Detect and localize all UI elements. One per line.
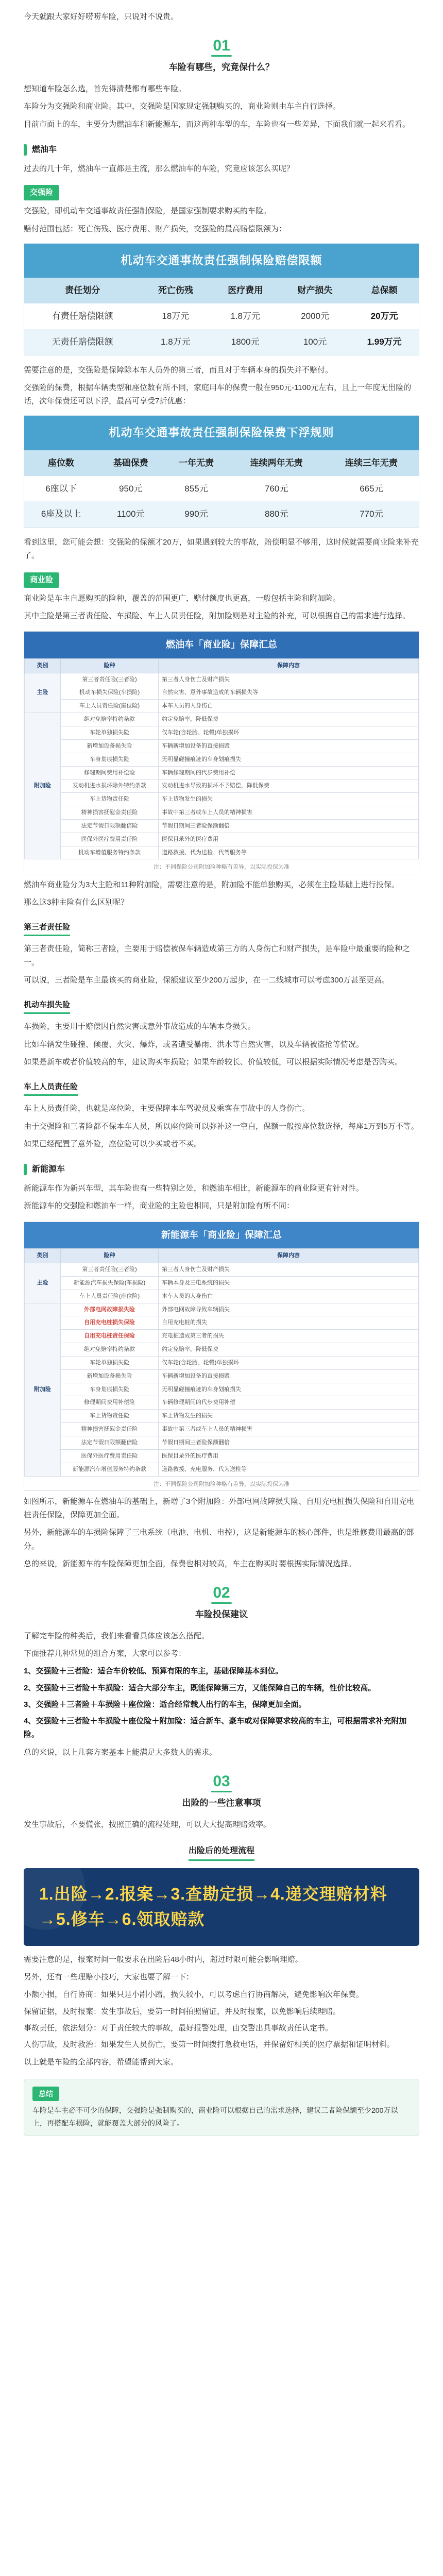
coverage-desc-cell: 外部电网故障导致车辆损失 xyxy=(159,1303,419,1316)
table-cell: 1.8万元 xyxy=(141,329,210,355)
paragraph: 需要注意的是，报案时间一般要求在出险后48小时内，超过时限可能会影响理赔。 xyxy=(24,1955,303,1964)
paragraph: 其中主险是第三者责任险、车损险、车上人员责任险，附加险则是对主险的补充，可以根据自己的需求进行选择。 xyxy=(24,612,411,620)
paragraph: 目前市面上的车，主要分为燃油车和新能源车，而这两种车型的车，车险也有一些差异，下面我们就一起来看看。 xyxy=(24,120,411,129)
premium-discount-table xyxy=(24,450,419,527)
table-row xyxy=(25,1303,419,1316)
paragraph: 看到这里，您可能会想：交强险的保额才20万，如果遇到较大的事故，赔偿明显不够用，这时候就需要商业险来补充了。 xyxy=(24,538,419,561)
subsection-fuel-header xyxy=(24,143,419,157)
section-title: 车险投保建议 xyxy=(195,1609,248,1619)
table-header: 总保额 xyxy=(350,278,419,303)
process-title xyxy=(24,1844,419,1861)
coverage-name-cell: 自用充电桩责任保险 xyxy=(61,1330,159,1343)
insurance-table xyxy=(24,1248,419,1476)
coverage-name-cell: 车身划痕损失险 xyxy=(61,1383,159,1396)
category-cell: 主险 xyxy=(25,673,61,713)
tag-label: 商业险 xyxy=(24,572,59,588)
subsection-bar xyxy=(24,144,27,156)
paragraph: 交强险，即机动车交通事故责任强制保险，是国家强制要求购买的车险。 xyxy=(24,207,271,216)
table-title: 新能源车「商业险」保障汇总 xyxy=(24,1222,419,1249)
paragraph: 需要注意的是，交强险是保障除本车人员外的第三者，而且对于车辆本身的损失并不赔付。 xyxy=(24,365,333,375)
coverage-name-cell: 修理期间费用补偿险 xyxy=(61,1396,159,1410)
paragraph: 如果是新车或者价值较高的车，建议购买车损险；如果车龄较长、价值较低，可以根据实际情况考虑是否购买。 xyxy=(24,1057,403,1066)
table-row xyxy=(25,779,419,793)
coverage-desc-cell: 无明显碰撞痕迹的车身划痕损失 xyxy=(159,753,419,766)
coverage-desc-cell: 发动机进水导致的损坏不予赔偿，降低保费 xyxy=(159,779,419,793)
plan-item: 2、交强险＋三者险＋车损险：适合大部分车主，既能保障第三方，又能保障自己的车辆，性价比较高。 xyxy=(24,1683,376,1692)
card-title: 机动车交通事故责任强制保险赔偿限额 xyxy=(24,244,419,278)
coverage-name-cell: 新增加设备损失险 xyxy=(61,739,159,753)
tag-compulsory-header xyxy=(24,185,419,200)
table-header: 连续三年无责 xyxy=(324,450,419,476)
coverage-desc-cell: 车辆新增加设备的直接损毁 xyxy=(159,739,419,753)
paragraph: 第三者责任险，简称三者险，主要用于赔偿被保车辆造成第三方的人身伤亡和财产损失，是车险中最重要的险种之一。 xyxy=(24,944,411,967)
paragraph: 另外，新能源车的车损险保障了三电系统（电池、电机、电控），这是新能源车的核心部件，也是维修费用最高的部分。 xyxy=(24,1528,414,1551)
claim-process-steps: 1.出险→2.报案→3.查勘定损→4.递交理赔材料→5.修车→6.领取赔款 xyxy=(39,1884,387,1929)
coverage-name-cell: 机动车损失保险(车损险) xyxy=(61,686,159,700)
coverage-desc-cell: 第三者人身伤亡及财产损失 xyxy=(159,673,419,686)
paragraph: 如果已经配置了意外险，座位险可以少买或者不买。 xyxy=(24,1139,202,1148)
table-row xyxy=(25,739,419,753)
compulsory-limit-table xyxy=(24,278,419,354)
table-row xyxy=(25,766,419,779)
table-header: 保障内容 xyxy=(159,1249,419,1263)
paragraph: 那么这3种主险有什么区别呢？ xyxy=(24,897,129,907)
tag-label: 交强险 xyxy=(24,185,59,200)
table-cell: 18万元 xyxy=(141,303,210,329)
premium-discount-card xyxy=(24,415,419,528)
table-title: 燃油车「商业险」保障汇总 xyxy=(24,632,419,658)
section-title: 出险的一些注意事项 xyxy=(182,1798,261,1808)
table-row xyxy=(25,793,419,806)
coverage-name-cell: 第三者责任险(三者险) xyxy=(61,1263,159,1277)
paragraph: 商业险是车主自愿购买的险种，覆盖的范围更广，赔付额度也更高，一般包括主险和附加险。 xyxy=(24,594,341,603)
coverage-name-cell: 新增加设备损失险 xyxy=(61,1369,159,1383)
table-header: 连续两年无责 xyxy=(229,450,324,476)
coverage-name-cell: 医保外医疗费用责任险 xyxy=(61,1449,159,1463)
table-row xyxy=(25,1369,419,1383)
paragraph: 另外，还有一些理赔小技巧，大家也要了解一下： xyxy=(24,1973,194,1982)
table-row xyxy=(25,1383,419,1396)
paragraph: 车上人员责任险，也就是座位险，主要保障本车驾驶员及乘客在事故中的人身伤亡。 xyxy=(24,1104,310,1113)
coverage-name-cell: 外部电网故障损失险 xyxy=(61,1303,159,1316)
coverage-desc-cell: 本车人员的人身伤亡 xyxy=(159,1290,419,1303)
table-header: 医疗费用 xyxy=(211,278,280,303)
coverage-desc-cell: 事故中第三者或车上人员的精神损害 xyxy=(159,806,419,820)
coverage-desc-cell: 自然灾害、意外事故造成的车辆损失等 xyxy=(159,686,419,700)
coverage-desc-cell: 道路救援、充电服务、代为送检等 xyxy=(159,1463,419,1476)
table-row xyxy=(25,819,419,833)
table-note: 注：不同保险公司附加险种略有差异，以实际投保为准 xyxy=(154,1481,289,1487)
section-2-header xyxy=(24,1584,419,1622)
table-cell: 855元 xyxy=(163,476,229,502)
table-cell: 20万元 xyxy=(350,303,419,329)
coverage-desc-cell: 节假日期间三者险保额翻倍 xyxy=(159,819,419,833)
table-cell: 6座以下 xyxy=(24,476,98,502)
table-row xyxy=(25,1276,419,1290)
intro-text: 今天就跟大家好好唠唠车险，只说对不说贵。 xyxy=(24,12,179,21)
paragraph: 发生事故后，不要慌张，按照正确的流程处理，可以大大提高理赔效率。 xyxy=(24,1820,271,1829)
subsection-bar xyxy=(24,1164,27,1175)
coverage-desc-cell: 本车人员的人身伤亡 xyxy=(159,700,419,713)
table-row xyxy=(25,673,419,686)
paragraph: 车险分为交强险和商业险。其中，交强险是国家规定强制购买的，商业险则由车主自行选择。 xyxy=(24,102,341,111)
table-cell: 2000元 xyxy=(280,303,350,329)
coverage-name-cell: 车轮单独损失险 xyxy=(61,726,159,739)
coverage-name-cell: 车上货物责任险 xyxy=(61,1410,159,1423)
table-cell: 950元 xyxy=(98,476,163,502)
table-row xyxy=(25,1396,419,1410)
plan-item: 3、交强险＋三者险＋车损险＋座位险：适合经常载人出行的车主，保障更加全面。 xyxy=(24,1700,306,1709)
tip-item: 小额小损，自行协商：如果只是小剐小蹭，损失较小，可以考虑自行协商解决，避免影响次年保费。 xyxy=(24,1990,364,1999)
table-row xyxy=(25,713,419,726)
compulsory-limit-card xyxy=(24,243,419,355)
coverage-name-cell: 法定节假日限额翻倍险 xyxy=(61,1436,159,1449)
coverage-desc-cell: 充电桩造成第三者的损失 xyxy=(159,1330,419,1343)
coverage-desc-cell: 第三者人身伤亡及财产损失 xyxy=(159,1263,419,1277)
section-number: 01 xyxy=(207,37,236,57)
coverage-desc-cell: 约定免赔率，降低保费 xyxy=(159,1343,419,1357)
table-row xyxy=(24,329,419,355)
table-row xyxy=(25,1449,419,1463)
coverage-desc-cell: 事故中第三者或车上人员的精神损害 xyxy=(159,1423,419,1436)
table-cell: 1.8万元 xyxy=(211,303,280,329)
table-row xyxy=(25,1436,419,1449)
category-cell: 附加险 xyxy=(25,713,61,859)
table-cell: 6座及以上 xyxy=(24,501,98,527)
table-header: 一年无责 xyxy=(163,450,229,476)
paragraph: 燃油车商业险分为3大主险和11种附加险，需要注意的是，附加险不能单独购买，必须在主险基础上进行投保。 xyxy=(24,880,399,889)
coverage-name-cell: 车上人员责任险(座位险) xyxy=(61,700,159,713)
insurance-table-body xyxy=(25,1263,419,1477)
subsection-title: 新能源车 xyxy=(32,1165,65,1174)
coverage-desc-cell: 无明显碰撞痕迹的车身划痕损失 xyxy=(159,1383,419,1396)
table-row xyxy=(25,1356,419,1369)
paragraph: 可以说，三者险是车主最该买的商业险，保额建议至少200万起步，在一二线城市可以考虑300万甚至更高。 xyxy=(24,975,390,985)
vehicle-damage-title: 机动车损失险 xyxy=(24,998,70,1014)
coverage-name-cell: 绝对免赔率特约条款 xyxy=(61,1343,159,1357)
table-cell: 100元 xyxy=(280,329,350,355)
paragraph: 车损险，主要用于赔偿因自然灾害或意外事故造成的车辆本身损失。 xyxy=(24,1022,256,1031)
table-cell: 有责任赔偿限额 xyxy=(24,303,141,329)
coverage-desc-cell: 医保目录外的医疗费用 xyxy=(159,833,419,846)
coverage-name-cell: 发动机进水损坏除外特约条款 xyxy=(61,779,159,793)
fuel-commercial-insurance-table xyxy=(24,631,419,874)
coverage-name-cell: 新能源汽车损失保险(车损险) xyxy=(61,1276,159,1290)
table-cell: 760元 xyxy=(229,476,324,502)
table-header: 责任划分 xyxy=(24,278,141,303)
tip-item: 保留证据，及时报案：发生事故后，要第一时间拍照留证，并及时报案，以免影响后续理赔。 xyxy=(24,2007,341,2016)
section-1-header xyxy=(24,37,419,75)
coverage-name-cell: 修理期间费用补偿险 xyxy=(61,766,159,779)
table-header: 险种 xyxy=(61,1249,159,1263)
table-cell: 880元 xyxy=(229,501,324,527)
table-row xyxy=(25,726,419,739)
table-row xyxy=(25,1463,419,1476)
summary-box xyxy=(24,2079,419,2137)
table-cell: 1.99万元 xyxy=(350,329,419,355)
paragraph: 新能源车的交强险和燃油车一样，商业险的主险也相同，只是附加险有所不同： xyxy=(24,1201,295,1211)
table-row xyxy=(25,1423,419,1436)
plan-item: 4、交强险＋三者险＋车损险＋座位险＋附加险：适合新车、豪车或对保障要求较高的车主，可根据需求补充附加险。 xyxy=(24,1717,407,1739)
insurance-table-body xyxy=(25,673,419,859)
paragraph: 新能源车作为新兴车型，其车险也有一些特别之处，和燃油车相比，新能源车的商业险更有针对性。 xyxy=(24,1184,364,1193)
coverage-desc-cell: 车辆本身及三电系统的损失 xyxy=(159,1276,419,1290)
coverage-name-cell: 自用充电桩损失保险 xyxy=(61,1316,159,1330)
third-party-title: 第三者责任险 xyxy=(24,921,70,936)
table-row xyxy=(25,1330,419,1343)
table-row xyxy=(25,700,419,713)
table-header: 类别 xyxy=(25,1249,61,1263)
coverage-desc-cell: 车上货物发生的损失 xyxy=(159,1410,419,1423)
paragraph: 总的来说，以上几套方案基本上能满足大多数人的需求。 xyxy=(24,1748,217,1757)
section-number: 03 xyxy=(207,1773,236,1792)
table-row xyxy=(25,833,419,846)
tip-item: 人伤事故，及时救治：如果发生人员伤亡，要第一时间拨打急救电话，并保留好相关的医疗票据和证明材料。 xyxy=(24,2040,395,2049)
table-row xyxy=(25,806,419,820)
paragraph: 以上就是车险的全部内容，希望能帮到大家。 xyxy=(24,2058,179,2067)
seat-liability-title: 车上人员责任险 xyxy=(24,1080,78,1096)
table-cell: 990元 xyxy=(163,501,229,527)
coverage-name-cell: 车上货物责任险 xyxy=(61,793,159,806)
summary-text: 车险是车主必不可少的保障，交强险是强制购买的，商业险可以根据自己的需求选择，建议三者险保额至少200万以上，再搭配车损险，就能覆盖大部分的风险了。 xyxy=(32,2106,398,2127)
subsection-title: 燃油车 xyxy=(32,145,57,154)
coverage-name-cell: 精神损害抚慰金责任险 xyxy=(61,1423,159,1436)
table-row xyxy=(25,686,419,700)
table-header: 险种 xyxy=(61,658,159,673)
coverage-desc-cell: 医保目录外的医疗费用 xyxy=(159,1449,419,1463)
table-header: 基础保费 xyxy=(98,450,163,476)
coverage-desc-cell: 车辆新增加设备的直接损毁 xyxy=(159,1369,419,1383)
table-row xyxy=(24,501,419,527)
paragraph: 想知道车险怎么选，首先得清楚都有哪些车险。 xyxy=(24,84,186,93)
coverage-desc-cell: 仅车轮(含轮胎、轮毂)单独损坏 xyxy=(159,726,419,739)
paragraph: 由于交强险和三者险都不保本车人员，所以座位险可以弥补这一空白，保额一般按座位数选择，每座1万到5万不等。 xyxy=(24,1122,419,1131)
coverage-name-cell: 绝对免赔率特约条款 xyxy=(61,713,159,726)
paragraph: 下面推荐几种常见的组合方案，大家可以参考： xyxy=(24,1649,186,1658)
table-cell: 1100元 xyxy=(98,501,163,527)
category-cell: 附加险 xyxy=(25,1303,61,1476)
tip-list xyxy=(24,1988,419,2052)
table-row xyxy=(25,753,419,766)
paragraph: 总的来说，新能源车的车险保障更加全面，保费也相对较高，车主在购买时要根据实际情况选择。 xyxy=(24,1559,356,1568)
paragraph: 交强险的保费，根据车辆类型和座位数有所不同，家庭用车的保费一般在950元-1100元左右，且上一年度无出险的话，次年保费还可以下浮，最高可享受7折优惠： xyxy=(24,383,412,405)
coverage-name-cell: 第三者责任险(三者险) xyxy=(61,673,159,686)
coverage-name-cell: 新能源汽车增值服务特约条款 xyxy=(61,1463,159,1476)
table-row xyxy=(24,476,419,502)
paragraph: 过去的几十年，燃油车一直都是主流，那么燃油车的车险，究竟应该怎么买呢？ xyxy=(24,164,295,173)
insurance-table xyxy=(24,658,419,860)
table-row xyxy=(25,846,419,859)
paragraph: 了解完车险的种类后，我们来看看具体应该怎么搭配。 xyxy=(24,1631,210,1640)
table-header: 财产损失 xyxy=(280,278,350,303)
coverage-desc-cell: 车辆修理期间的代步费用补偿 xyxy=(159,766,419,779)
table-header: 座位数 xyxy=(24,450,98,476)
coverage-name-cell: 医保外医疗费用责任险 xyxy=(61,833,159,846)
coverage-name-cell: 车上人员责任险(座位险) xyxy=(61,1290,159,1303)
tip-item: 事故责任，依法划分：对于责任较大的事故，最好报警处理，由交警出具事故责任认定书。 xyxy=(24,2023,333,2032)
subsection-nev-header xyxy=(24,1162,419,1177)
coverage-name-cell: 车身划痕损失险 xyxy=(61,753,159,766)
section-title: 车险有哪些，究竟保什么？ xyxy=(169,62,274,73)
table-row xyxy=(25,1410,419,1423)
tag-commercial-header xyxy=(24,572,419,588)
table-row xyxy=(25,1263,419,1277)
table-cell: 665元 xyxy=(324,476,419,502)
coverage-name-cell: 机动车增值服务特约条款 xyxy=(61,846,159,859)
coverage-desc-cell: 道路救援、代为送检、代驾服务等 xyxy=(159,846,419,859)
table-header: 保障内容 xyxy=(159,658,419,673)
table-row xyxy=(25,1316,419,1330)
claim-process-banner xyxy=(24,1868,419,1946)
section-3-header xyxy=(24,1773,419,1811)
table-cell: 770元 xyxy=(324,501,419,527)
card-title: 机动车交通事故责任强制保险保费下浮规则 xyxy=(24,416,419,450)
coverage-desc-cell: 仅车轮(含轮胎、轮毂)单独损坏 xyxy=(159,1356,419,1369)
coverage-name-cell: 车轮单独损失险 xyxy=(61,1356,159,1369)
section-number: 02 xyxy=(207,1584,236,1604)
plan-item: 1、交强险＋三者险：适合车价较低、预算有限的车主，基础保障基本到位。 xyxy=(24,1667,283,1676)
category-cell: 主险 xyxy=(25,1263,61,1303)
process-title-text: 出险后的处理流程 xyxy=(189,1844,254,1861)
coverage-desc-cell: 节假日期间三者险保额翻倍 xyxy=(159,1436,419,1449)
plan-list xyxy=(24,1665,419,1741)
table-row xyxy=(25,1290,419,1303)
coverage-desc-cell: 自用充电桩的损失 xyxy=(159,1316,419,1330)
coverage-name-cell: 精神损害抚慰金责任险 xyxy=(61,806,159,820)
coverage-desc-cell: 车辆修理期间的代步费用补偿 xyxy=(159,1396,419,1410)
paragraph: 比如车辆发生碰撞、倾覆、火灾、爆炸，或者遭受暴雨、洪水等自然灾害，以及车辆被盗抢等情况。 xyxy=(24,1040,364,1049)
coverage-desc-cell: 约定免赔率，降低保费 xyxy=(159,713,419,726)
table-header: 死亡伤残 xyxy=(141,278,210,303)
table-row xyxy=(25,1343,419,1357)
coverage-desc-cell: 车上货物发生的损失 xyxy=(159,793,419,806)
table-note: 注：不同保险公司附加险种略有差异，以实际投保为准 xyxy=(154,864,289,871)
table-cell: 无责任赔偿限额 xyxy=(24,329,141,355)
table-cell: 1800元 xyxy=(211,329,280,355)
table-header: 类别 xyxy=(25,658,61,673)
paragraph: 赔付范围包括：死亡伤残、医疗费用、财产损失，交强险的最高赔偿限额为： xyxy=(24,224,287,233)
coverage-name-cell: 法定节假日限额翻倍险 xyxy=(61,819,159,833)
paragraph: 如图所示，新能源车在燃油车的基础上，新增了3个附加险：外部电网故障损失险、自用充电桩损失保险和自用充电桩责任保险，保障更加全面。 xyxy=(24,1497,415,1519)
summary-label: 总结 xyxy=(32,2087,59,2102)
nev-commercial-insurance-table xyxy=(24,1222,419,1491)
table-row xyxy=(24,303,419,329)
